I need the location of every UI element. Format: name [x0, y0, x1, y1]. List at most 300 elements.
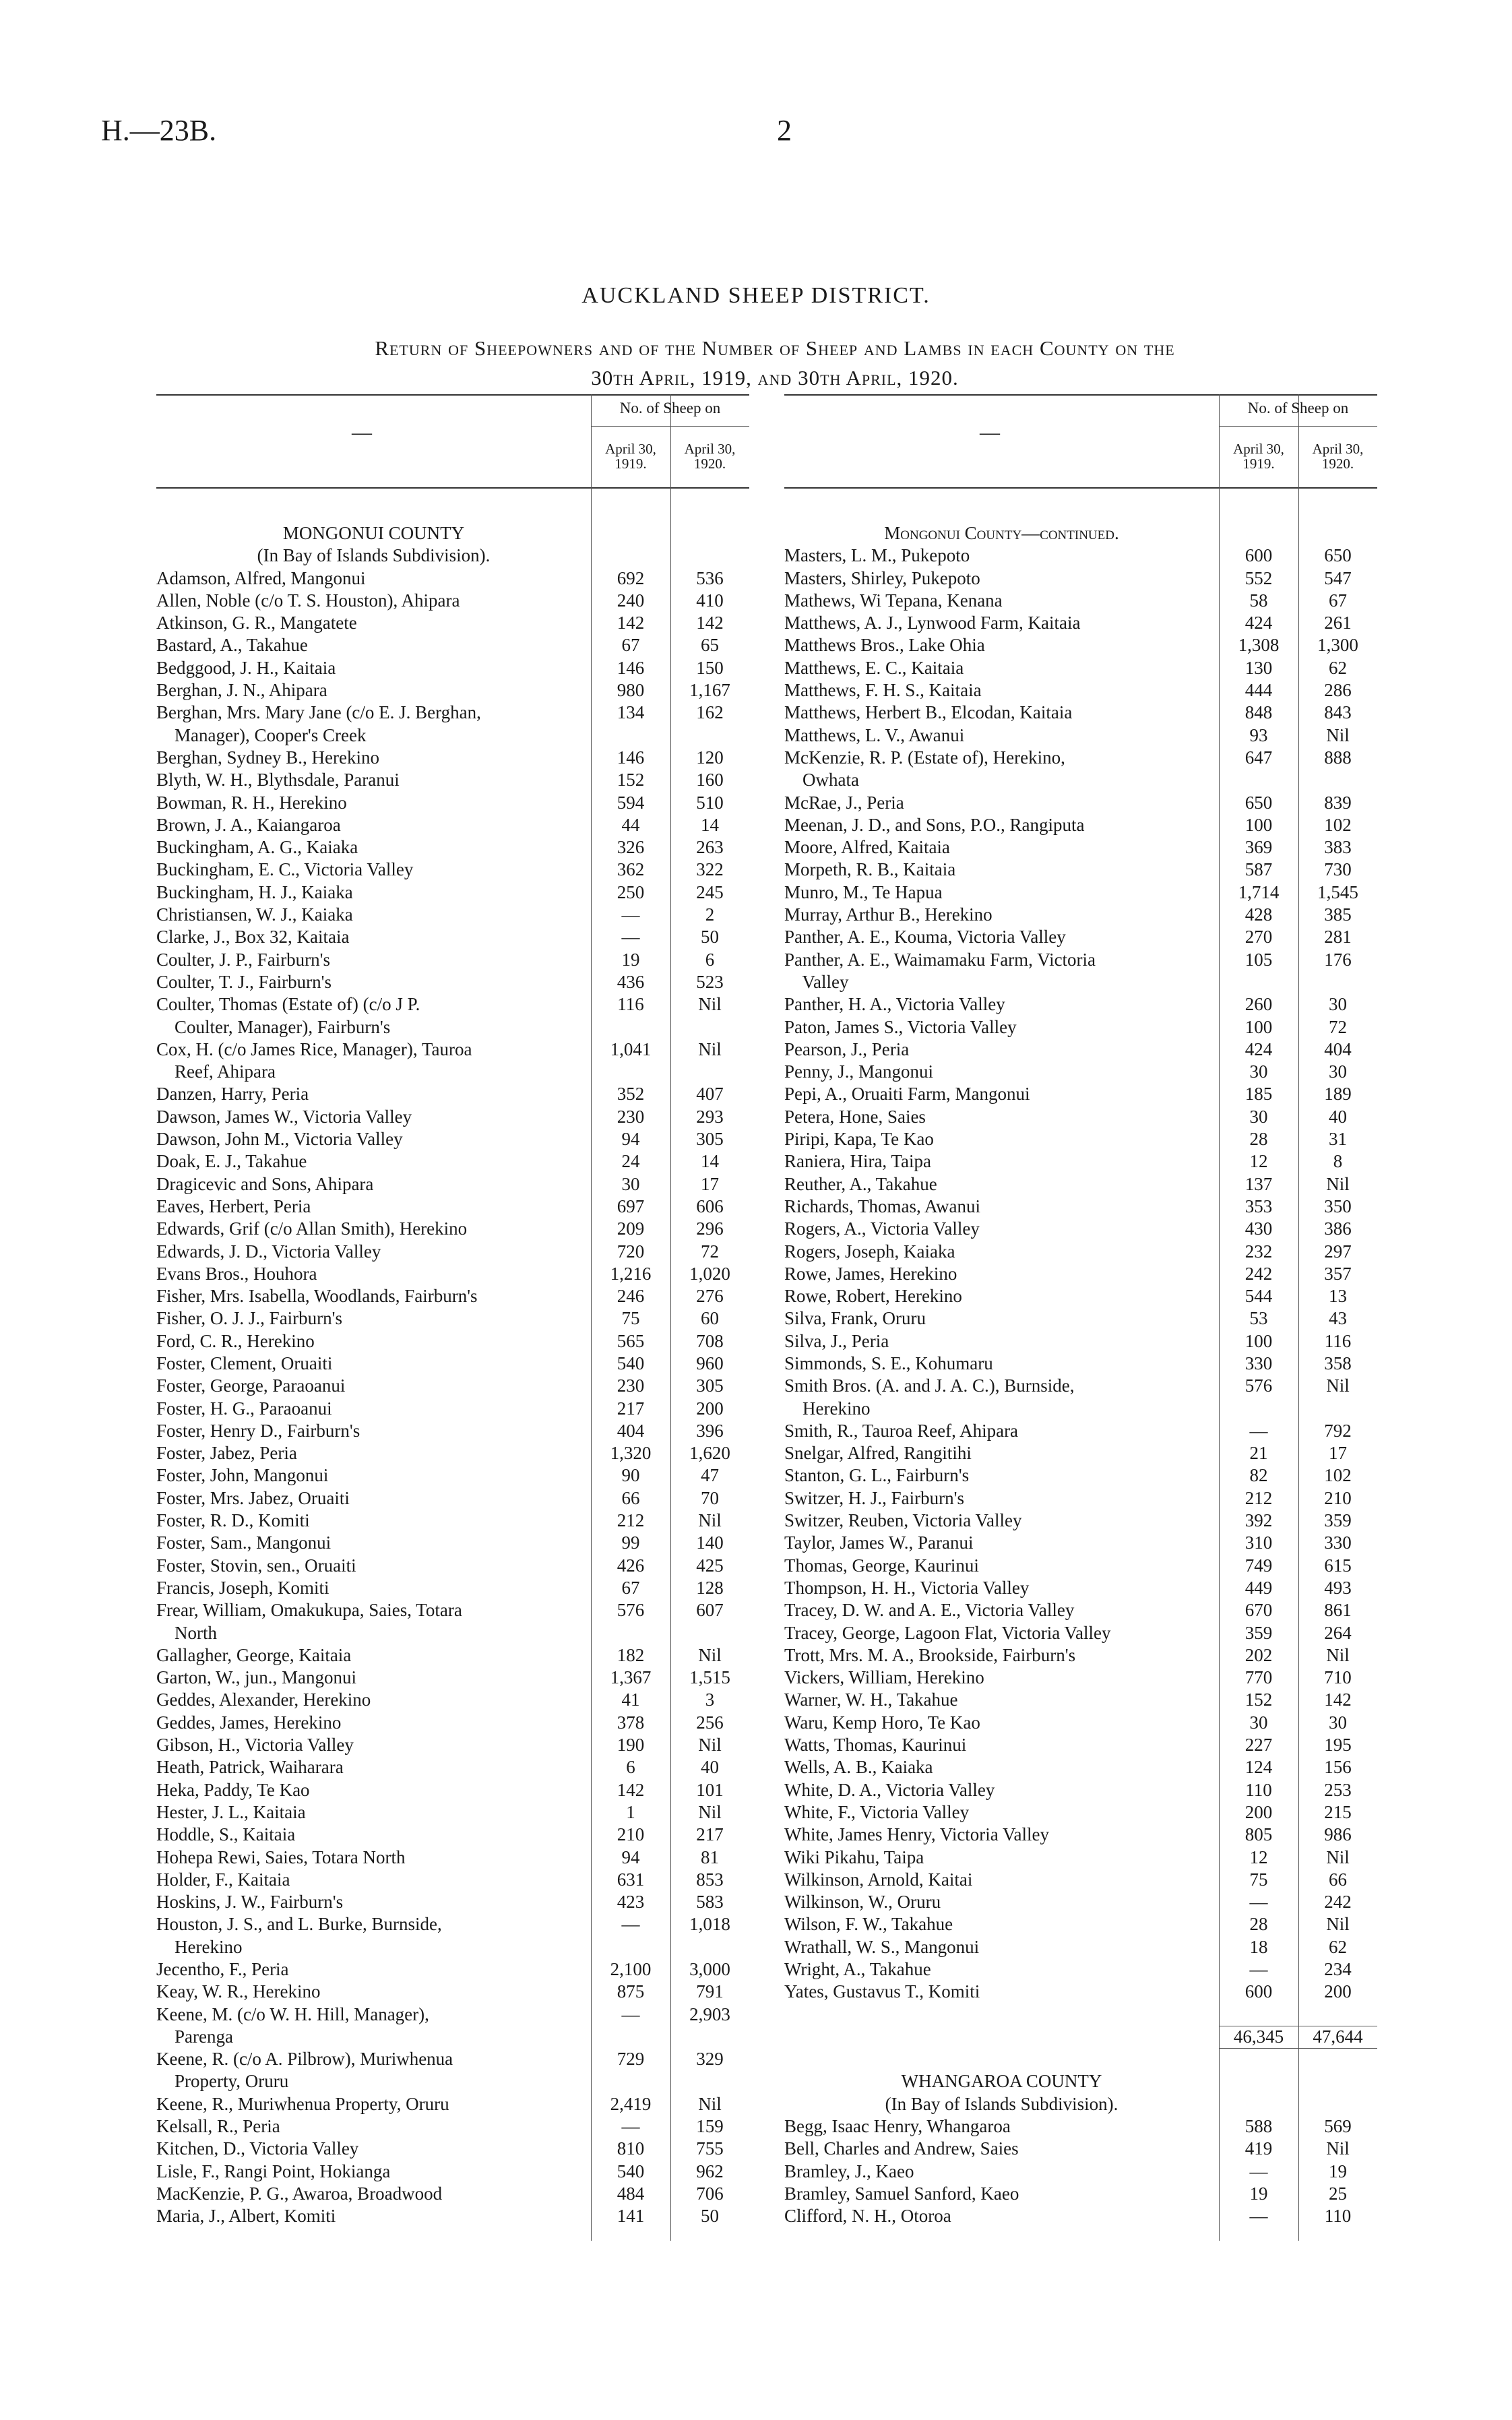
sheep-1919: 142 — [617, 1779, 645, 1800]
sheep-1919: 90 — [621, 1465, 640, 1486]
owner-name: Edwards, Grif (c/o Allan Smith), Herekino — [156, 1218, 468, 1239]
owner-name: Begg, Isaac Henry, Whangaroa — [784, 2116, 1011, 2137]
sheep-1919: 93 — [1249, 724, 1268, 745]
owner-name: Foster, Henry D., Fairburn's — [156, 1420, 360, 1441]
sheep-1920: 66 — [1329, 1869, 1347, 1890]
table-row — [784, 634, 1377, 656]
sheep-1919: — — [621, 904, 640, 925]
owner-name: Moore, Alfred, Kaitaia — [784, 837, 950, 858]
owner-name: Buckingham, A. G., Kaiaka — [156, 837, 358, 858]
owner-name: Coulter, Thomas (Estate of) (c/o J P. — [156, 994, 420, 1015]
sheep-1919: 240 — [617, 590, 645, 611]
owner-name: Petera, Hone, Saies — [784, 1106, 926, 1127]
sheep-1920: 176 — [1324, 949, 1352, 970]
table-row — [784, 1307, 1377, 1330]
table-row — [156, 590, 749, 612]
sheep-1920: 62 — [1329, 657, 1347, 678]
sheep-1920: 234 — [1324, 1959, 1352, 1979]
table-row — [156, 993, 749, 1016]
table-row — [156, 1644, 749, 1667]
owner-name: Foster, Mrs. Jabez, Oruaiti — [156, 1487, 350, 1508]
sheep-1919: 369 — [1245, 837, 1273, 858]
table-row — [156, 1375, 749, 1397]
sheep-1919: 424 — [1245, 613, 1273, 633]
owner-name: (In Bay of Islands Subdivision). — [257, 545, 491, 566]
sheep-1919: 353 — [1245, 1196, 1273, 1216]
table-row — [156, 814, 749, 836]
table-row — [784, 1285, 1377, 1307]
table-row — [784, 1891, 1377, 1913]
table-row — [784, 814, 1377, 836]
owner-name: Wright, A., Takahue — [784, 1959, 931, 1979]
owner-name: Property, Oruru — [156, 2071, 289, 2092]
owner-name: Wilkinson, Arnold, Kaitai — [784, 1869, 973, 1890]
section-heading — [156, 522, 749, 545]
table-row — [156, 1420, 749, 1442]
table-row — [784, 545, 1377, 567]
sheep-1920: Nil — [698, 1801, 722, 1822]
table-row — [156, 2183, 749, 2205]
sheep-1920: 583 — [696, 1892, 724, 1913]
table-row — [156, 1756, 749, 1778]
owner-name: Mathews, Wi Tepana, Kenana — [784, 590, 1003, 611]
table-row — [784, 679, 1377, 702]
sheep-1919: 209 — [617, 1218, 645, 1239]
sheep-1920: 650 — [1324, 545, 1352, 566]
owner-name: Foster, Jabez, Peria — [156, 1443, 297, 1464]
table-row — [156, 2026, 749, 2048]
sheep-1920: 253 — [1324, 1779, 1352, 1800]
sheep-1919: 19 — [621, 949, 640, 970]
table-row — [156, 1622, 749, 1644]
table-header-rule — [784, 487, 1377, 489]
table-row — [156, 1330, 749, 1353]
owner-name: Wilkinson, W., Oruru — [784, 1892, 941, 1913]
table-row — [784, 1667, 1377, 1689]
table-row — [156, 1218, 749, 1240]
sheep-1920: Nil — [698, 1510, 722, 1531]
table-row — [156, 926, 749, 948]
owner-name: Panther, H. A., Victoria Valley — [784, 994, 1005, 1015]
owner-name: Coulter, J. P., Fairburn's — [156, 949, 331, 970]
sheep-1919: 232 — [1245, 1241, 1273, 1262]
table-row — [156, 2138, 749, 2160]
owner-name: Keene, R., Muriwhenua Property, Oruru — [156, 2093, 449, 2114]
document-reference: H.—23B. — [101, 114, 217, 147]
table-row — [156, 1958, 749, 1981]
sheep-1920: Nil — [1326, 1173, 1350, 1194]
owner-name: Bramley, J., Kaeo — [784, 2161, 914, 2181]
total-row — [784, 2026, 1377, 2048]
sheep-1919: — — [621, 927, 640, 948]
owner-name: Geddes, James, Herekino — [156, 1712, 342, 1733]
owner-name: Silva, J., Peria — [784, 1330, 889, 1351]
owner-name: Masters, L. M., Pukepoto — [784, 545, 970, 566]
sheep-1919: 378 — [617, 1712, 645, 1733]
table-row — [784, 1083, 1377, 1105]
sheep-1919: 588 — [1245, 2116, 1273, 2137]
table-row — [784, 1106, 1377, 1128]
owner-name: Munro, M., Te Hapua — [784, 881, 943, 902]
sheep-1920: 1,300 — [1317, 635, 1358, 656]
sheep-1919: 330 — [1245, 1353, 1273, 1373]
sheep-1920: 1,167 — [689, 680, 730, 701]
table-row — [784, 1869, 1377, 1891]
sheep-1919: 647 — [1245, 747, 1273, 768]
table-row — [156, 1038, 749, 1061]
sheep-1919: 146 — [617, 747, 645, 768]
sheep-1920: 962 — [696, 2161, 724, 2181]
sheep-1920: 50 — [701, 2206, 719, 2227]
sheep-1919: 200 — [1245, 1801, 1273, 1822]
owner-name: Eaves, Herbert, Peria — [156, 1196, 311, 1216]
sheep-1920: 43 — [1329, 1308, 1347, 1329]
owner-name: Tracey, D. W. and A. E., Victoria Valley — [784, 1600, 1075, 1621]
sheep-1919: 41 — [621, 1689, 640, 1710]
sheep-1919: 182 — [617, 1644, 645, 1665]
table-row — [156, 1016, 749, 1038]
table-row — [156, 1353, 749, 1375]
sheep-1920: 330 — [1324, 1532, 1352, 1553]
sheep-1920: 72 — [701, 1241, 719, 1262]
owner-name: Rogers, A., Victoria Valley — [784, 1218, 980, 1239]
owner-name: Lisle, F., Rangi Point, Hokianga — [156, 2161, 391, 2181]
sheep-1919: 650 — [1245, 792, 1273, 813]
table-row — [156, 769, 749, 791]
sheep-1919: 424 — [1245, 1038, 1273, 1059]
table-row — [784, 2161, 1377, 2183]
owner-name: Watts, Thomas, Kaurinui — [784, 1735, 967, 1756]
owner-name: Heka, Paddy, Te Kao — [156, 1779, 310, 1800]
owner-name: Bastard, A., Takahue — [156, 635, 308, 656]
owner-name: Bowman, R. H., Herekino — [156, 792, 347, 813]
sheep-1919: 576 — [1245, 1375, 1273, 1396]
owner-name: Herekino — [784, 1398, 871, 1419]
sheep-1919: 246 — [617, 1286, 645, 1307]
table-row — [156, 1464, 749, 1487]
sheep-1919: 152 — [1245, 1689, 1273, 1710]
sheep-1920: 160 — [696, 770, 724, 790]
owner-name: Thompson, H. H., Victoria Valley — [784, 1577, 1030, 1598]
table-row — [156, 1555, 749, 1577]
owner-name: Thomas, George, Kaurinui — [784, 1555, 979, 1576]
table-row — [784, 1847, 1377, 1869]
sheep-1919: 352 — [617, 1084, 645, 1105]
owner-name: Keene, M. (c/o W. H. Hill, Manager), — [156, 2004, 429, 2024]
sheep-1919: 217 — [617, 1398, 645, 1419]
sheep-1919: 428 — [1245, 904, 1273, 925]
owner-name: Clifford, N. H., Otoroa — [784, 2206, 951, 2227]
sheep-1920: Nil — [1326, 1914, 1350, 1935]
owner-name: Atkinson, G. R., Mangatete — [156, 613, 357, 633]
table-row — [784, 1464, 1377, 1487]
sheep-1920: 81 — [701, 1847, 719, 1867]
sheep-1920: 261 — [1324, 613, 1352, 633]
owner-name: Kitchen, D., Victoria Valley — [156, 2138, 359, 2159]
table-row — [784, 612, 1377, 634]
owner-name: Herekino — [156, 1936, 243, 1957]
sheep-1920: 329 — [696, 2049, 724, 2070]
owner-name: Foster, John, Mangonui — [156, 1465, 329, 1486]
table-row — [156, 1936, 749, 1958]
sheep-1919: 185 — [1245, 1084, 1273, 1105]
table-row — [156, 859, 749, 881]
sheep-1919: 130 — [1245, 657, 1273, 678]
sheep-1919: 600 — [1245, 1981, 1273, 2002]
owner-name: Hoddle, S., Kaitaia — [156, 1824, 296, 1845]
owner-name: MacKenzie, P. G., Awaroa, Broadwood — [156, 2183, 443, 2204]
sheep-1919: 21 — [1249, 1443, 1268, 1464]
sheep-1920: 67 — [1329, 590, 1347, 611]
table-row — [156, 1712, 749, 1734]
owner-name: Hoskins, J. W., Fairburn's — [156, 1892, 344, 1913]
sheep-1919: 310 — [1245, 1532, 1273, 1553]
owner-name: Danzen, Harry, Peria — [156, 1084, 309, 1105]
sheep-1920: 189 — [1324, 1084, 1352, 1105]
sheep-1919: 1,714 — [1238, 881, 1280, 902]
sheep-1919: 875 — [617, 1981, 645, 2002]
owner-name: Matthews, F. H. S., Kaitaia — [784, 680, 982, 701]
owner-name: Snelgar, Alfred, Rangitihi — [784, 1443, 972, 1464]
sheep-1919: 444 — [1245, 680, 1273, 701]
sheep-1920: 569 — [1324, 2116, 1352, 2137]
table-row — [156, 1913, 749, 1935]
owner-name: Keene, R. (c/o A. Pilbrow), Muriwhenua — [156, 2049, 453, 2070]
owner-name: White, James Henry, Victoria Valley — [784, 1824, 1050, 1845]
owner-name: Stanton, G. L., Fairburn's — [784, 1465, 970, 1486]
table-row — [156, 1442, 749, 1464]
table-row — [156, 1487, 749, 1510]
table-row — [156, 1173, 749, 1196]
table-row — [156, 724, 749, 747]
page-subtitle — [155, 334, 1395, 393]
table-row — [784, 1532, 1377, 1554]
table-row — [784, 949, 1377, 971]
owner-name: Heath, Patrick, Waiharara — [156, 1757, 344, 1778]
sheep-1920: 407 — [696, 1084, 724, 1105]
sheep-1920: 510 — [696, 792, 724, 813]
sheep-1919: 805 — [1245, 1824, 1273, 1845]
table-row — [784, 2048, 1377, 2070]
sheep-1919: 202 — [1245, 1644, 1273, 1665]
header-col-1919: April 30, 1919. — [605, 441, 656, 472]
sheep-1920: 607 — [696, 1600, 724, 1621]
table-row — [784, 881, 1377, 904]
table-row — [784, 1487, 1377, 1510]
table-row — [156, 1734, 749, 1756]
table-row — [156, 1599, 749, 1621]
sheep-1919: 44 — [621, 814, 640, 835]
sheep-1920: 297 — [1324, 1241, 1352, 1262]
owner-name: Simmonds, S. E., Kohumaru — [784, 1353, 993, 1373]
owner-name: Doak, E. J., Takahue — [156, 1151, 307, 1172]
table-row — [784, 2183, 1377, 2205]
sheep-1920: 47 — [701, 1465, 719, 1486]
owner-name: Yates, Gustavus T., Komiti — [784, 1981, 980, 2002]
sheep-1919: 392 — [1245, 1510, 1273, 1531]
owner-name: Buckingham, E. C., Victoria Valley — [156, 859, 414, 880]
table-row — [156, 904, 749, 926]
owner-name: Hester, J. L., Kaitaia — [156, 1801, 306, 1822]
table-row — [784, 971, 1377, 993]
sheep-1920: 110 — [1324, 2206, 1352, 2227]
sheep-1919: 848 — [1245, 702, 1273, 723]
table-row — [784, 1689, 1377, 1711]
sheep-1919: 152 — [617, 770, 645, 790]
sheep-1920: 6 — [705, 949, 715, 970]
sheep-1920: 30 — [1329, 1712, 1347, 1733]
owner-name: Taylor, James W., Paranui — [784, 1532, 974, 1553]
owner-name: Smith Bros. (A. and J. A. C.), Burnside, — [784, 1375, 1075, 1396]
sheep-1920: 706 — [696, 2183, 724, 2204]
owner-name: Murray, Arthur B., Herekino — [784, 904, 993, 925]
sheep-1919: 1,320 — [610, 1443, 652, 1464]
owner-name: Foster, H. G., Paraoanui — [156, 1398, 332, 1419]
table-row — [156, 567, 749, 590]
owner-name: Trott, Mrs. M. A., Brookside, Fairburn's — [784, 1644, 1076, 1665]
owner-name: Foster, Sam., Mangonui — [156, 1532, 332, 1553]
header-col-1919: April 30, 1919. — [1233, 441, 1284, 472]
owner-name: Wrathall, W. S., Mangonui — [784, 1936, 980, 1957]
sheep-1919: 242 — [1245, 1263, 1273, 1284]
owner-name: Smith, R., Tauroa Reef, Ahipara — [784, 1420, 1019, 1441]
sheep-1920: 13 — [1329, 1286, 1347, 1307]
table-row — [784, 1824, 1377, 1846]
owner-name: Buckingham, H. J., Kaiaka — [156, 881, 353, 902]
table-row — [156, 1128, 749, 1150]
sheep-1919: 1,041 — [610, 1038, 652, 1059]
table-row — [156, 1689, 749, 1711]
sheep-1919: 105 — [1245, 949, 1273, 970]
sheep-1919: 484 — [617, 2183, 645, 2204]
sheep-1920: 385 — [1324, 904, 1352, 925]
sheep-1920: 286 — [1324, 680, 1352, 701]
owner-name: Switzer, H. J., Fairburn's — [784, 1487, 965, 1508]
sheep-1919: 212 — [1245, 1487, 1273, 1508]
table-row — [784, 1241, 1377, 1263]
sheep-1920: 791 — [696, 1981, 724, 2002]
table-header-rule — [156, 487, 749, 489]
sheep-1920: 142 — [1324, 1689, 1352, 1710]
owner-name: Francis, Joseph, Komiti — [156, 1577, 329, 1598]
owner-name: Dawson, James W., Victoria Valley — [156, 1106, 412, 1127]
owner-name: Tracey, George, Lagoon Flat, Victoria Valley — [784, 1622, 1111, 1643]
section-heading — [156, 545, 749, 567]
sheep-1920: 200 — [1324, 1981, 1352, 2002]
sheep-1920: 50 — [701, 927, 719, 948]
sheep-1920: 853 — [696, 1869, 724, 1890]
table-row — [784, 792, 1377, 814]
sheep-1920: 195 — [1324, 1735, 1352, 1756]
sheep-1919: 30 — [1249, 1061, 1268, 1082]
sheep-1919: 426 — [617, 1555, 645, 1576]
owner-name: Paton, James S., Victoria Valley — [784, 1016, 1017, 1037]
owner-name: Waru, Kemp Horo, Te Kao — [784, 1712, 980, 1733]
subtitle-line-2: 30th April, 1919, and 30th April, 1920. — [591, 366, 959, 390]
table-row — [156, 1196, 749, 1218]
sheep-1919: 94 — [621, 1129, 640, 1150]
sheep-1920: 60 — [701, 1308, 719, 1329]
sheep-1920: 3,000 — [689, 1959, 730, 1979]
sheep-1920: 358 — [1324, 1353, 1352, 1373]
sheep-1919: 423 — [617, 1892, 645, 1913]
sheep-1919: 212 — [617, 1510, 645, 1531]
sheep-1919: 810 — [617, 2138, 645, 2159]
sheep-1920: 150 — [696, 657, 724, 678]
sheep-1920: 47,644 — [1313, 2026, 1363, 2047]
owner-name: Fisher, O. J. J., Fairburn's — [156, 1308, 343, 1329]
sheep-1920: 1,020 — [689, 1263, 730, 1284]
table-row — [784, 2115, 1377, 2138]
sheep-1920: 215 — [1324, 1801, 1352, 1822]
table-row — [784, 657, 1377, 679]
right-rows — [784, 522, 1377, 2228]
sheep-1919: 100 — [1245, 1016, 1273, 1037]
owner-name: North — [156, 1622, 217, 1643]
table-row — [156, 1667, 749, 1689]
sheep-1920: 40 — [1329, 1106, 1347, 1127]
table-row — [156, 1307, 749, 1330]
owner-name: Edwards, J. D., Victoria Valley — [156, 1241, 381, 1262]
sheep-1919: 66 — [621, 1487, 640, 1508]
sheep-1919: 1 — [626, 1801, 635, 1822]
table-row — [784, 1218, 1377, 1240]
owner-name: Geddes, Alexander, Herekino — [156, 1689, 371, 1710]
table-row — [784, 567, 1377, 590]
owner-name: Raniera, Hira, Taipa — [784, 1151, 932, 1172]
sheep-1919: 326 — [617, 837, 645, 858]
table-row — [784, 2138, 1377, 2160]
table-row — [784, 1128, 1377, 1150]
sheep-1919: 980 — [617, 680, 645, 701]
table-row — [784, 724, 1377, 747]
table-row — [784, 1734, 1377, 1756]
owner-name: Holder, F., Kaitaia — [156, 1869, 290, 1890]
sheep-1919: 544 — [1245, 1286, 1273, 1307]
table-row — [784, 993, 1377, 1016]
table-row — [156, 634, 749, 656]
sheep-1919: — — [1249, 1420, 1268, 1441]
table-row — [156, 2205, 749, 2227]
sheep-1920: 17 — [701, 1173, 719, 1194]
owner-name: Masters, Shirley, Pukepoto — [784, 567, 980, 588]
sheep-1920: 8 — [1333, 1151, 1343, 1172]
header-dash: — — [352, 421, 372, 443]
table-row — [156, 1847, 749, 1869]
sheep-1919: 30 — [1249, 1712, 1268, 1733]
table-row — [784, 1375, 1377, 1397]
table-row — [156, 657, 749, 679]
owner-name: Panther, A. E., Kouma, Victoria Valley — [784, 927, 1066, 948]
sheep-1920: 1,515 — [689, 1667, 730, 1688]
sheep-1919: 540 — [617, 2161, 645, 2181]
owner-name: WHANGAROA COUNTY — [901, 2071, 1102, 2092]
owner-name: Richards, Thomas, Awanui — [784, 1196, 980, 1216]
sheep-1919: 75 — [1249, 1869, 1268, 1890]
sheep-1919: — — [1249, 1892, 1268, 1913]
owner-name: Manager), Cooper's Creek — [156, 724, 367, 745]
sheep-1919: 67 — [621, 635, 640, 656]
sheep-1919: — — [1249, 2161, 1268, 2181]
sheep-1920: 547 — [1324, 567, 1352, 588]
sheep-1919: 670 — [1245, 1600, 1273, 1621]
owner-name: Maria, J., Albert, Komiti — [156, 2206, 336, 2227]
owner-name: Cox, H. (c/o James Rice, Manager), Tauroa — [156, 1038, 472, 1059]
sheep-1920: 242 — [1324, 1892, 1352, 1913]
sheep-1919: 540 — [617, 1353, 645, 1373]
owner-name: Meenan, J. D., and Sons, P.O., Rangiputa — [784, 814, 1085, 835]
owner-name: Gibson, H., Victoria Valley — [156, 1735, 354, 1756]
